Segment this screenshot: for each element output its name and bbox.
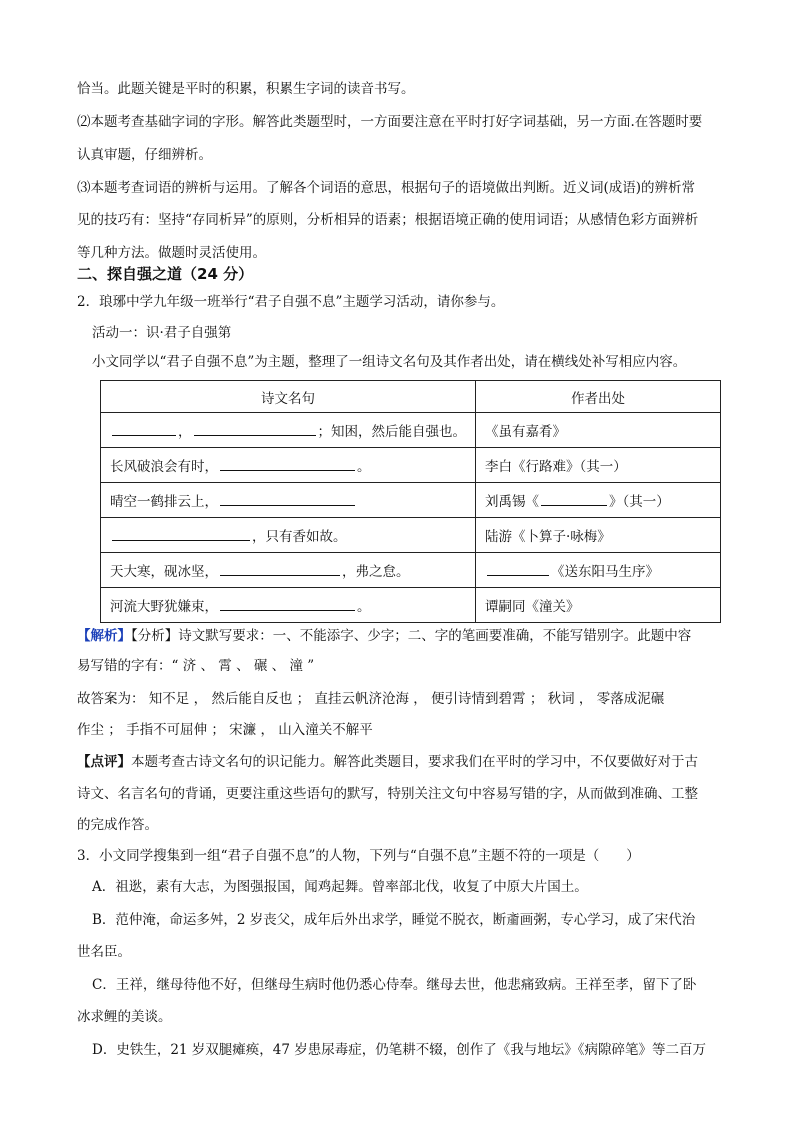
fill-blank[interactable] <box>220 456 355 471</box>
paragraph-line: ⑶本题考查词语的辨析与运用。了解各个词语的意思，根据句子的语境做出判断。近义词(成语)的辨析常 <box>77 180 696 196</box>
source-cell: 李白《行路难》（其一） <box>476 448 721 483</box>
table-row <box>101 448 721 483</box>
analysis-line <box>77 626 691 646</box>
table-header-row <box>101 381 721 413</box>
source-cell <box>476 553 721 588</box>
poem-text: 天大寒，砚冰坚， <box>110 564 218 580</box>
poem-cell <box>101 448 476 483</box>
source-text: 刘禹锡《 <box>485 494 539 510</box>
option-b-cont: 世名臣。 <box>77 944 131 960</box>
table-header-cell: 作者出处 <box>476 381 721 413</box>
poem-text: 河流大野犹嫌束， <box>110 599 218 615</box>
poem-cell <box>101 553 476 588</box>
source-text: 《送东阳马生序》 <box>551 564 659 580</box>
activity-title: 活动一：识·君子自强第 <box>92 325 232 341</box>
fill-blank[interactable] <box>220 596 355 611</box>
analysis-line: 易写错的字有：“ 济 、 霄 、 碾 、 潼 ” <box>77 658 315 674</box>
fill-blank[interactable] <box>112 526 250 541</box>
fill-blank[interactable] <box>220 561 340 576</box>
question-2-stem: 2．琅琊中学九年级一班举行“君子自强不息”主题学习活动，请你参与。 <box>77 294 505 310</box>
poem-text: ，只有香如故。 <box>252 529 347 545</box>
comment-tag: 【点评】 <box>77 754 131 770</box>
comment-text: 本题考查古诗文名句的识记能力。解答此类题目，要求我们在平时的学习中，不仅要做好对于古 <box>131 754 698 770</box>
poem-cell <box>101 588 476 623</box>
table-row <box>101 518 721 553</box>
option-d[interactable]: D．史铁生，21 岁双腿瘫痪，47 岁患尿毒症，仍笔耕不辍，创作了《我与地坛》《病隙碎笔》等二百万 <box>92 1042 707 1058</box>
comment-line: 诗文、名言名句的背诵，更要注重这些语句的默写，特别关注文句中容易写错的字，从而做到准确、工整 <box>77 786 698 802</box>
paragraph-line: 恰当。此题关键是平时的积累，积累生字词的读音书写。 <box>77 81 415 97</box>
poem-table <box>100 380 721 623</box>
paragraph-line: ⑵本题考查基础字词的字形。解答此类题型时，一方面要注意在平时打好字词基础，另一方面.在答题时要 <box>77 114 703 130</box>
poem-cell <box>101 483 476 518</box>
table-row <box>101 588 721 623</box>
option-b[interactable]: B．范仲淹，命运多舛，2 岁丧父，成年后外出求学，睡觉不脱衣，断齑画粥，专心学习，成了宋代治 <box>92 912 696 928</box>
source-cell: 谭嗣同《潼关》 <box>476 588 721 623</box>
source-cell: 《虽有嘉肴》 <box>476 413 721 448</box>
option-c-cont: 冰求鲤的美谈。 <box>77 1009 172 1025</box>
fill-blank[interactable] <box>112 421 176 436</box>
comment-line <box>77 752 698 772</box>
poem-text: 晴空一鹤排云上， <box>110 494 218 510</box>
table-header-cell: 诗文名句 <box>101 381 476 413</box>
question-3-stem: 3．小文同学搜集到一组“君子自强不息”的人物，下列与“自强不息”主题不符的一项是（ ） <box>77 848 640 864</box>
option-a[interactable]: A．祖逖，素有大志，为图强报国，闻鸡起舞。曾率部北伐，收复了中原大片国土。 <box>92 879 588 895</box>
paragraph-line: 等几种方法。做题时灵活使用。 <box>77 245 266 261</box>
fill-blank[interactable] <box>220 491 355 506</box>
poem-text: ；知困，然后能自强也。 <box>317 424 466 440</box>
poem-text: 。 <box>357 459 371 475</box>
analysis-text: 【分析】诗文默写要求：一、不能添字、少字；二、字的笔画要准确，不能写错别字。此题中容 <box>131 628 692 644</box>
source-cell: 陆游《卜算子·咏梅》 <box>476 518 721 553</box>
source-cell <box>476 483 721 518</box>
poem-cell <box>101 518 476 553</box>
analysis-tag: 【解析】 <box>77 628 131 644</box>
poem-text: 。 <box>357 599 371 615</box>
poem-text: 长风破浪会有时， <box>110 459 218 475</box>
poem-text: ，弗之怠。 <box>342 564 410 580</box>
source-text: 》（其一） <box>609 494 670 510</box>
comment-line: 的完成作答。 <box>77 817 158 833</box>
answer-line: 作尘 ； 手指不可屈伸 ； 宋濂 ， 山入潼关不解平 <box>77 722 373 738</box>
poem-cell <box>101 413 476 448</box>
fill-blank[interactable] <box>194 421 316 436</box>
fill-blank[interactable] <box>541 491 607 506</box>
answer-line: 故答案为： 知不足 ， 然后能自反也 ； 直挂云帆济沧海 ， 便引诗情到碧霄 ； 秋词 ， 零落成泥碾 <box>77 691 665 707</box>
activity-intro: 小文同学以“君子自强不息”为主题，整理了一组诗文名句及其作者出处，请在横线处补写相应内容。 <box>92 354 687 370</box>
table-row <box>101 483 721 518</box>
paragraph-line: 认真审题，仔细辨析。 <box>77 147 212 163</box>
table-row <box>101 413 721 448</box>
fill-blank[interactable] <box>487 561 549 576</box>
section-heading: 二、探自强之道（24 分） <box>77 265 254 283</box>
poem-text: ， <box>178 424 192 440</box>
option-c[interactable]: C．王祥，继母待他不好，但继母生病时他仍悉心侍奉。继母去世，他悲痛致病。王祥至孝，留下了卧 <box>92 977 697 993</box>
paragraph-line: 见的技巧有：坚持“存同析异”的原则，分析相异的语素；根据语境正确的使用词语；从感情色彩方面辨析 <box>77 212 699 228</box>
table-row <box>101 553 721 588</box>
